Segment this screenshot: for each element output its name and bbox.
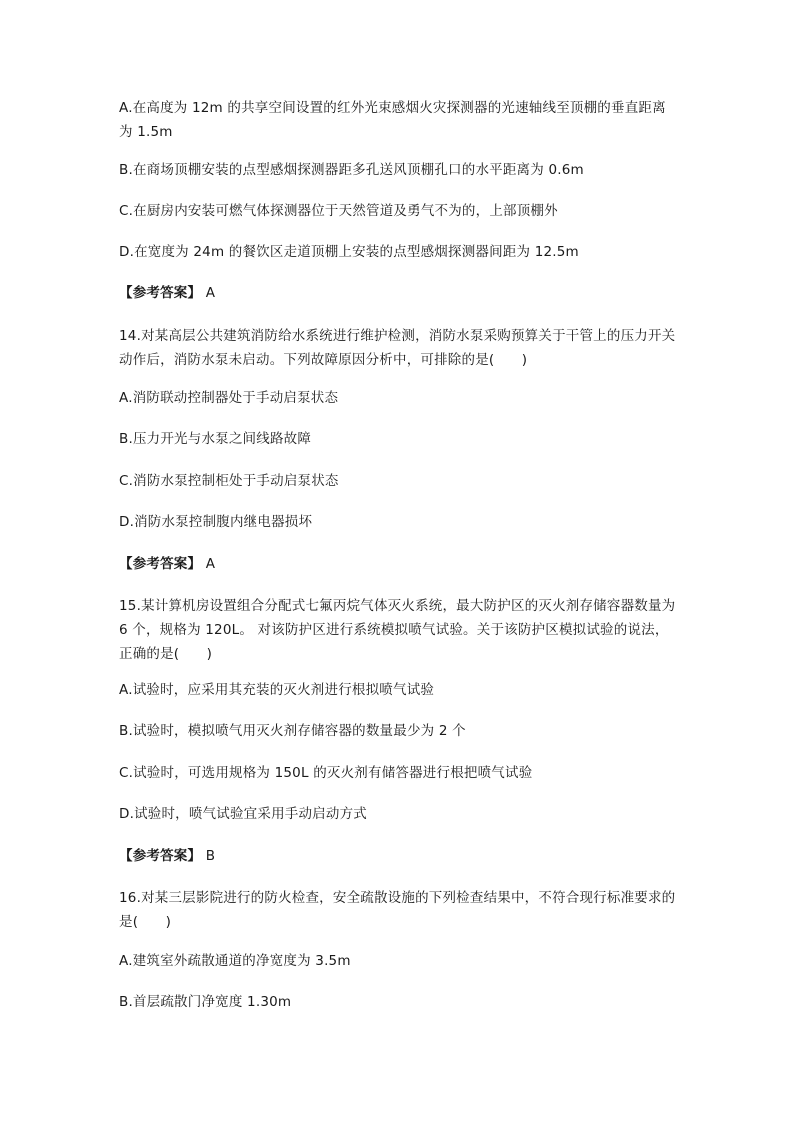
question-text: 16.对某三层影院进行的防火检查，安全疏散设施的下列检查结果中，不符合现行标准要求的是( ): [119, 890, 676, 930]
answer-value: A: [201, 285, 216, 301]
answer-label: 【参考答案】: [119, 848, 202, 864]
option-text: B.在商场顶棚安装的点型感烟探测器距多孔送风顶棚孔口的水平距离为 0.6m: [119, 162, 584, 178]
answer-line: [119, 844, 679, 868]
answer-line: [119, 281, 679, 305]
option-text: C.在厨房内安装可燃气体探测器位于天然管道及勇气不为的，上部顶棚外: [119, 203, 558, 219]
option-text: A.消防联动控制器处于手动启泵状态: [119, 390, 339, 406]
option-text: B.试验时，模拟喷气用灭火剂存储容器的数量最少为 2 个: [119, 723, 466, 739]
option-text: B.首层疏散门净宽度 1.30m: [119, 994, 292, 1010]
question-text: 14.对某高层公共建筑消防给水系统进行维护检测，消防水泵采购预算关于干管上的压力开关动作后，消防水泵未启动。下列故障原因分析中，可排除的是( ): [119, 328, 676, 368]
option-text: C.试验时，可选用规格为 150L 的灭火剂有储答器进行根把喷气试验: [119, 765, 533, 781]
question-text: 15.某计算机房设置组合分配式七氟丙烷气体灭火系统，最大防护区的灭火剂存储容器数量为 6 个，规格为 120L。 对该防护区进行系统模拟喷气试验。关于该防护区模拟试验的说法，正确的是( ): [119, 598, 680, 662]
answer-label: 【参考答案】: [119, 556, 202, 572]
answer-value: B: [201, 848, 216, 864]
option-text: A.试验时，应采用其充装的灭火剂进行根拟喷气试验: [119, 682, 435, 698]
option-text: D.消防水泵控制腹内继电器损坏: [119, 514, 313, 530]
option-text: C.消防水泵控制柜处于手动启泵状态: [119, 473, 339, 489]
option-text: A.建筑室外疏散通道的净宽度为 3.5m: [119, 953, 351, 969]
option-text: D.在宽度为 24m 的餐饮区走道顶棚上安装的点型感烟探测器间距为 12.5m: [119, 244, 579, 260]
option-text: D.试验时，喷气试验宜采用手动启动方式: [119, 806, 367, 822]
option-text: A.在高度为 12m 的共享空间设置的红外光束感烟火灾探测器的光速轴线至顶棚的垂直距离为 1.5m: [119, 100, 666, 140]
option-text: B.压力开光与水泵之间线路故障: [119, 431, 312, 447]
answer-line: [119, 552, 679, 576]
answer-value: A: [201, 556, 216, 572]
answer-label: 【参考答案】: [119, 285, 202, 301]
